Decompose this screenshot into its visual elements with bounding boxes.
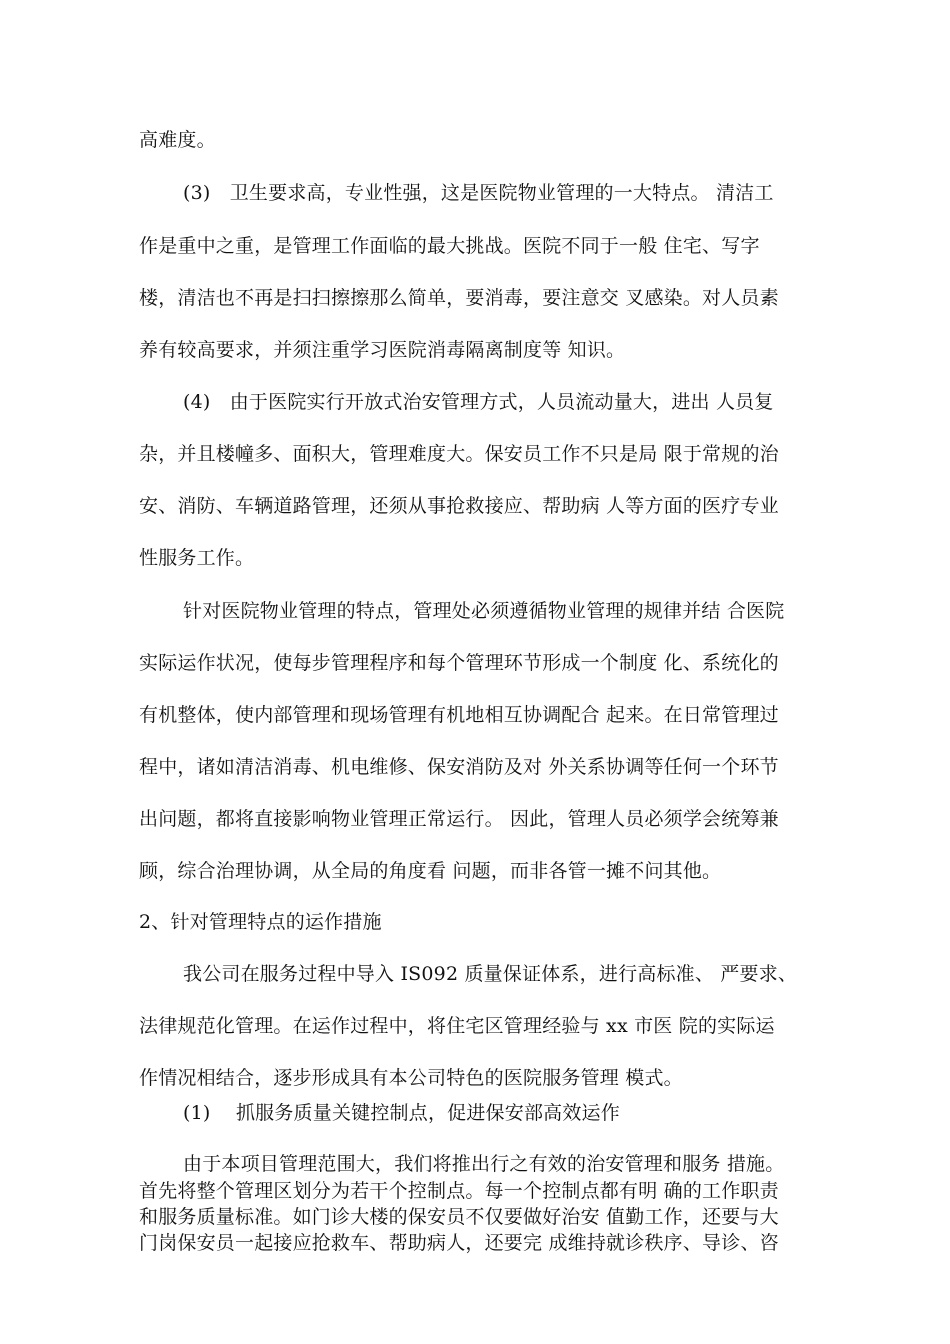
text-line-14: 出问题，都将直接影响物业管理正常运行。 因此，管理人员必须学会统筹兼	[139, 808, 779, 830]
text-line-22: 首先将整个管理区划分为若干个控制点。每一个控制点都有明 确的工作职责	[139, 1180, 779, 1202]
text-line-7: 杂，并且楼幢多、面积大，管理难度大。保安员工作不只是局 限于常规的治	[139, 443, 779, 465]
text-line-4: 楼，清洁也不再是扫扫擦擦那么简单，要消毒，要注意交 叉感染。对人员素	[139, 287, 779, 309]
text-line-24: 门岗保安员一起接应抢救车、帮助病人，还要完 成维持就诊秩序、导诊、咨	[139, 1232, 779, 1254]
text-line-21: 由于本项目管理范围大，我们将推出行之有效的治安管理和服务 措施。	[183, 1153, 785, 1175]
text-line-6: (4) 由于医院实行开放式治安管理方式，人员流动量大，进出 人员复	[183, 391, 774, 413]
text-line-15: 顾，综合治理协调，从全局的角度看 问题，而非各管一摊不问其他。	[139, 860, 722, 882]
text-line-10: 针对医院物业管理的特点，管理处必须遵循物业管理的规律并结 合医院	[183, 600, 785, 622]
text-line-18: 法律规范化管理。在运作过程中，将住宅区管理经验与 xx 市医 院的实际运	[139, 1015, 775, 1037]
text-line-9: 性服务工作。	[139, 547, 255, 569]
text-line-19: 作情况相结合，逐步形成具有本公司特色的医院服务管理 模式。	[139, 1067, 683, 1089]
text-line-23: 和服务质量标准。如门诊大楼的保安员不仅要做好治安 值勤工作，还要与大	[139, 1206, 779, 1228]
text-line-1: 高难度。	[139, 129, 216, 151]
text-line-17: 我公司在服务过程中导入 IS092 质量保证体系，进行高标准、 严要求、	[183, 963, 798, 985]
section-heading: 2、针对管理特点的运作措施	[139, 911, 382, 933]
text-line-8: 安、消防、车辆道路管理，还须从事抢救接应、帮助病 人等方面的医疗专业	[139, 495, 779, 517]
subheading-1: (1) 抓服务质量关键控制点，促进保安部高效运作	[183, 1102, 620, 1124]
text-line-13: 程中，诸如清洁消毒、机电维修、保安消防及对 外关系协调等任何一个环节	[139, 756, 779, 778]
text-line-5: 养有较高要求，并须注重学习医院消毒隔离制度等 知识。	[139, 339, 626, 361]
text-line-2: (3) 卫生要求高，专业性强，这是医院物业管理的一大特点。 清洁工	[183, 182, 774, 204]
text-line-3: 作是重中之重，是管理工作面临的最大挑战。医院不同于一般 住宅、写字	[139, 235, 760, 257]
text-line-12: 有机整体，使内部管理和现场管理有机地相互协调配合 起来。在日常管理过	[139, 704, 779, 726]
text-line-11: 实际运作状况，使每步管理程序和每个管理环节形成一个制度 化、系统化的	[139, 652, 779, 674]
